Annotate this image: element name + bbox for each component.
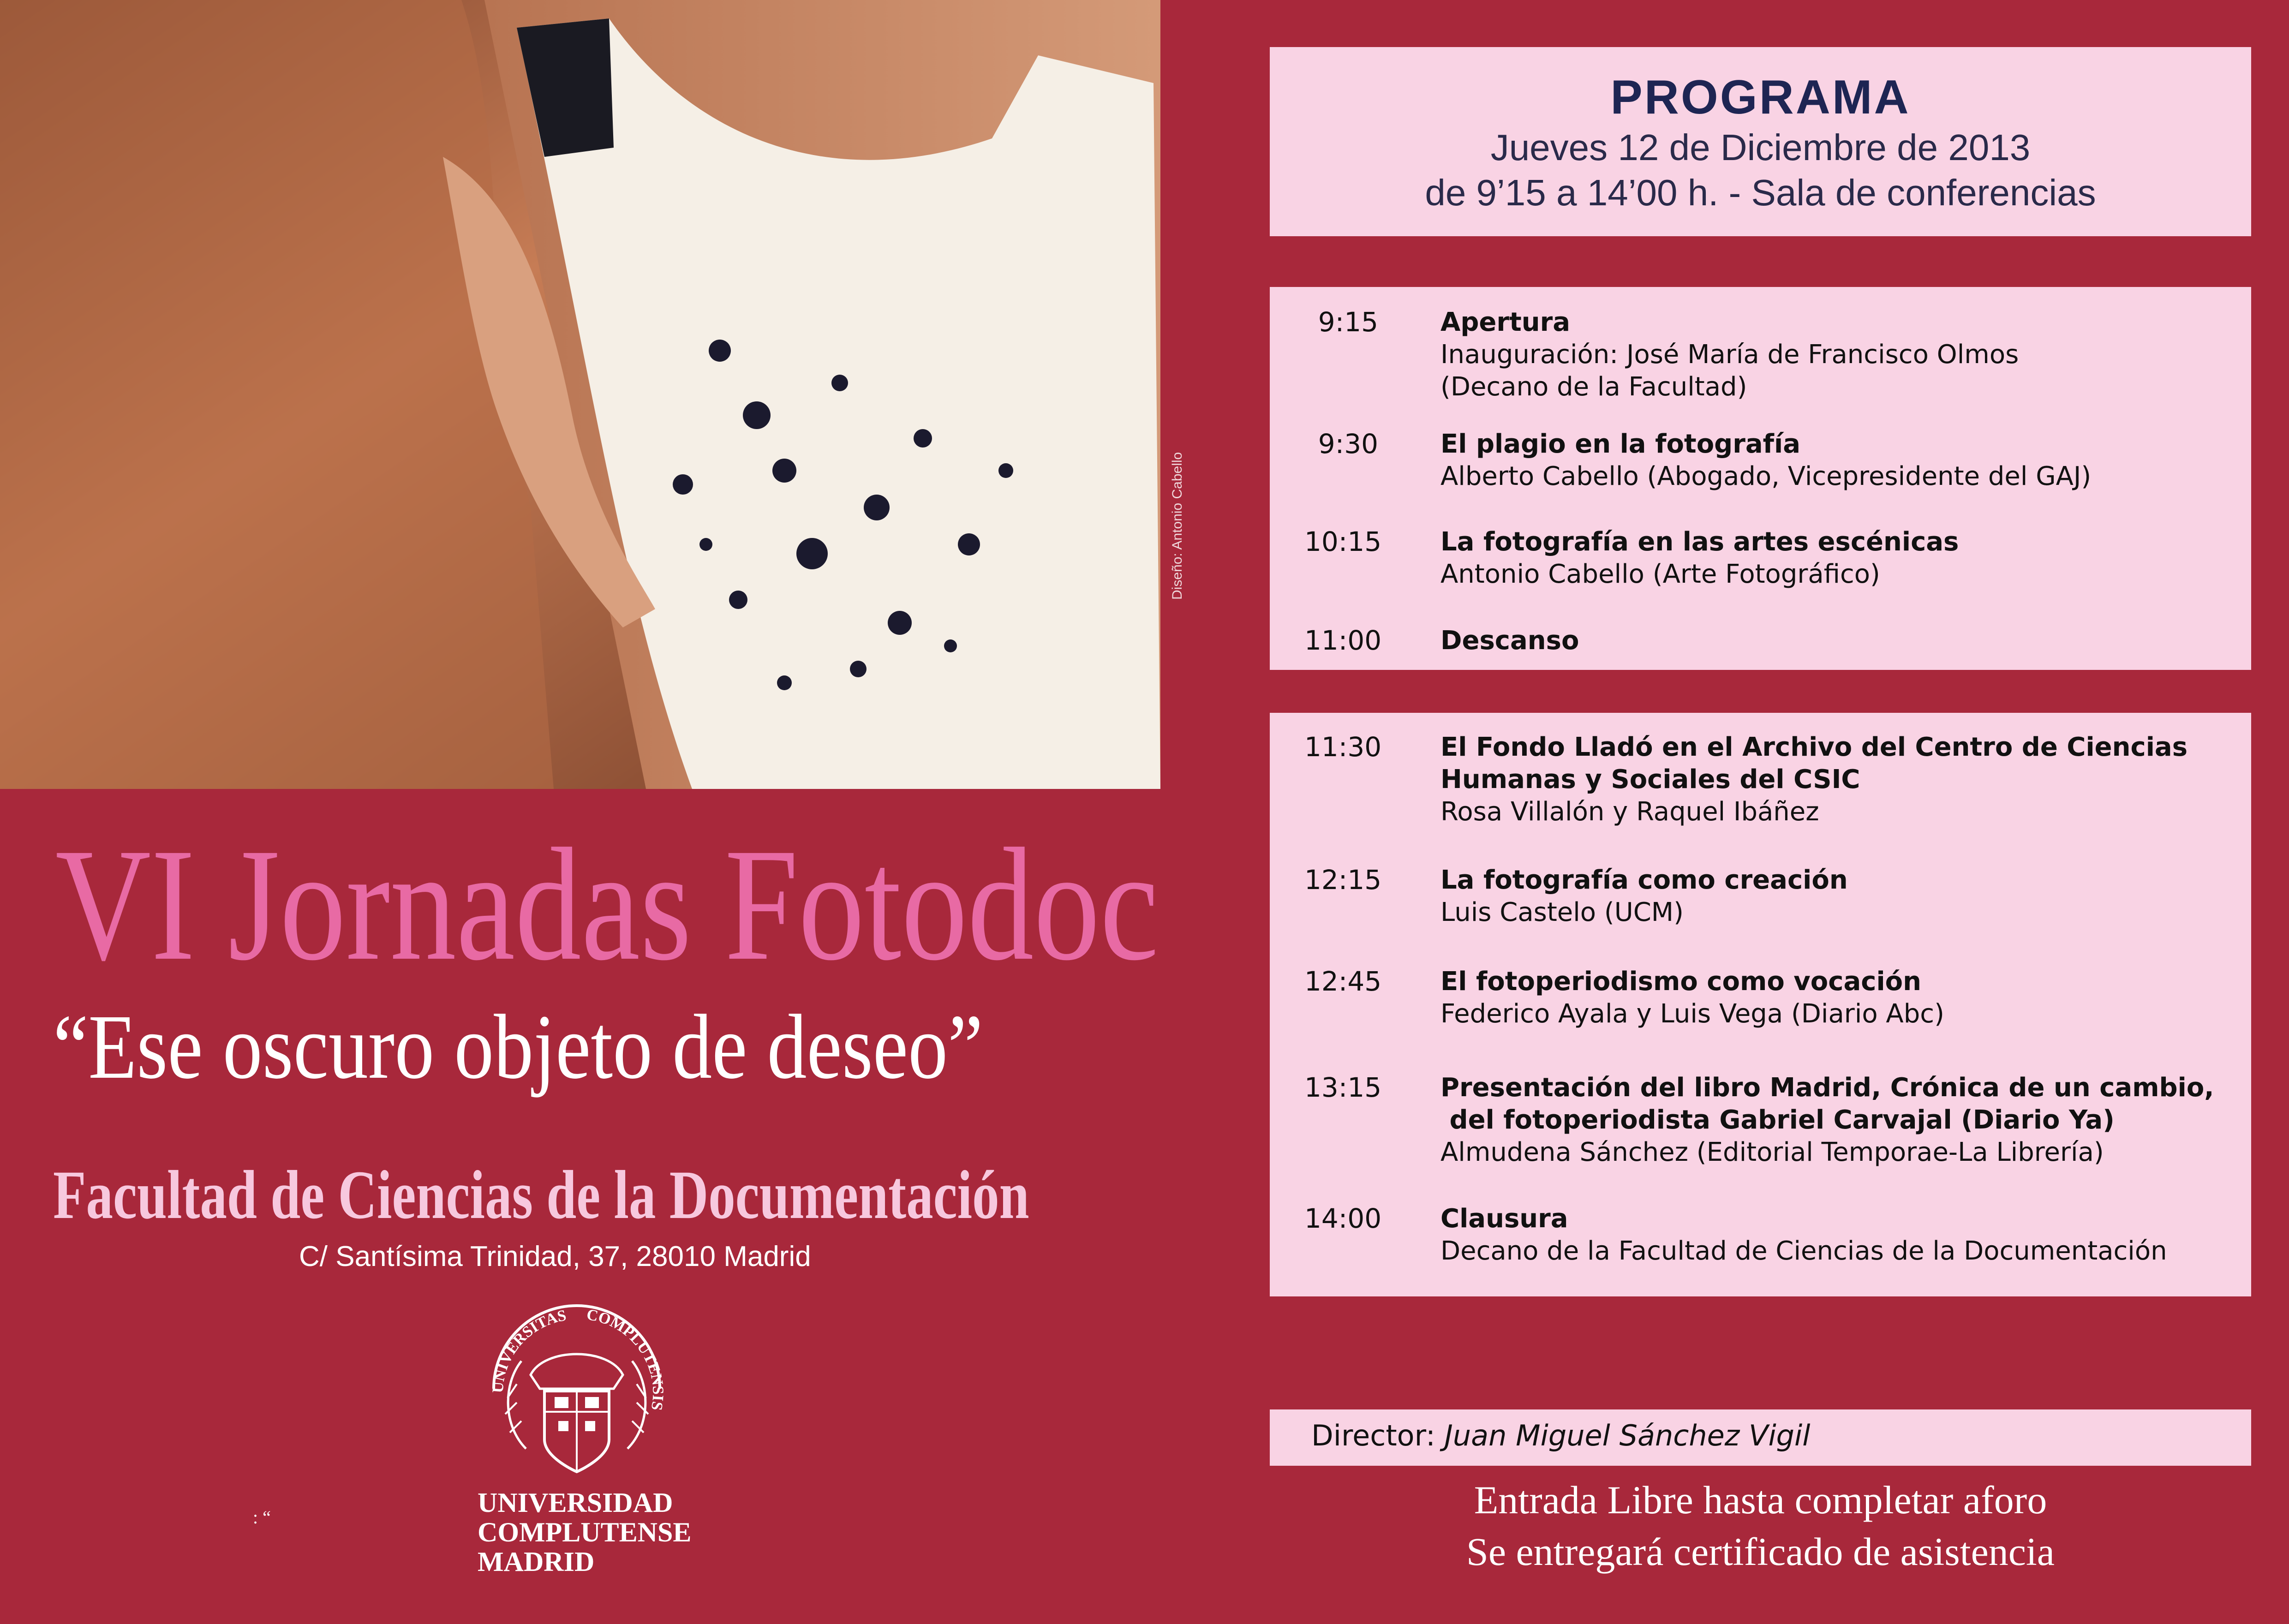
schedule-title: La fotografía en las artes escénicas	[1440, 527, 1959, 557]
schedule-panel-morning	[1270, 287, 2251, 670]
schedule-detail: Luis Castelo (UCM)	[1440, 897, 1684, 927]
event-title: VI Jornadas Fotodoc	[55, 815, 1159, 994]
university-seal-icon	[475, 1292, 678, 1486]
program-date: Jueves 12 de Diciembre de 2013	[1490, 127, 2031, 168]
schedule-title-cont: Humanas y Sociales del CSIC	[1440, 764, 1860, 794]
schedule-time: 13:15	[1304, 1072, 1382, 1103]
schedule-title: El fotoperiodismo como vocación	[1440, 967, 1921, 997]
schedule-detail: Decano de la Facultad de Ciencias de la Documentación	[1440, 1236, 2167, 1266]
stray-mark: : “	[253, 1507, 271, 1528]
director-label: Director:	[1311, 1419, 1435, 1452]
schedule-title: Presentación del libro Madrid, Crónica de un cambio,	[1440, 1073, 2214, 1103]
schedule-detail: Alberto Cabello (Abogado, Vicepresidente del GAJ)	[1440, 461, 2092, 491]
schedule-detail: Federico Ayala y Luis Vega (Diario Abc)	[1440, 999, 1944, 1029]
schedule-title: Clausura	[1440, 1204, 1568, 1234]
university-name-line3: MADRID	[478, 1546, 595, 1577]
schedule-detail: Almudena Sánchez (Editorial Temporae-La Librería)	[1440, 1137, 2104, 1167]
schedule-title: El plagio en la fotografía	[1440, 429, 1801, 459]
schedule-detail: (Decano de la Facultad)	[1440, 372, 1747, 402]
schedule-title: Descanso	[1440, 626, 1579, 656]
venue-address: C/ Santísima Trinidad, 37, 28010 Madrid	[299, 1241, 811, 1272]
footer-certificate-note: Se entregará certificado de asistencia	[1466, 1529, 2055, 1574]
footer-entry-note: Entrada Libre hasta completar aforo	[1474, 1478, 2047, 1522]
schedule-time: 11:30	[1304, 731, 1382, 763]
program-header-panel	[1270, 47, 2251, 236]
program-heading: PROGRAMA	[1610, 71, 1911, 124]
schedule-detail: Inauguración: José María de Francisco Olmos	[1440, 340, 2019, 370]
schedule-title: El Fondo Lladó en el Archivo del Centro de Ciencias	[1440, 732, 2188, 762]
program-time-place: de 9’15 a 14’00 h. - Sala de conferencias	[1425, 172, 2096, 213]
faculty-name: Facultad de Ciencias de la Documentación	[53, 1157, 1029, 1233]
schedule-time: 9:15	[1318, 306, 1378, 338]
director-name: Juan Miguel Sánchez Vigil	[1444, 1419, 1811, 1452]
schedule-detail: Rosa Villalón y Raquel Ibáñez	[1440, 797, 1819, 827]
university-name-line2: COMPLUTENSE	[478, 1517, 692, 1547]
university-name-line1: UNIVERSIDAD	[478, 1487, 673, 1518]
schedule-time: 9:30	[1318, 428, 1378, 460]
director-panel	[1270, 1409, 2251, 1466]
schedule-title: La fotografía como creación	[1440, 865, 1848, 895]
director-line	[1311, 1419, 1810, 1452]
cover-photo	[0, 0, 1160, 789]
seal-text-left: UNIVERSITAS	[489, 1307, 568, 1394]
schedule-title-cont: del fotoperiodista Gabriel Carvajal (Diario Ya)	[1440, 1105, 2115, 1135]
schedule-time: 11:00	[1304, 625, 1382, 656]
footer-notes	[1270, 1474, 2251, 1577]
schedule-panel-afternoon	[1270, 713, 2251, 1296]
photo-credit: Diseño: Antonio Cabello	[1170, 452, 1185, 600]
university-name	[478, 1488, 691, 1576]
seal-text-right: COMPLUTENSIS	[585, 1306, 667, 1412]
schedule-time: 14:00	[1304, 1203, 1382, 1234]
schedule-time: 10:15	[1304, 526, 1382, 557]
schedule-detail: Antonio Cabello (Arte Fotográfico)	[1440, 559, 1880, 589]
schedule-time: 12:45	[1304, 966, 1382, 997]
schedule-title: Apertura	[1440, 307, 1571, 337]
event-subtitle: “Ese oscuro objeto de deseo”	[53, 996, 983, 1098]
schedule-time: 12:15	[1304, 864, 1382, 896]
svg-text:COMPLUTENSIS	[586, 1306, 667, 1412]
cover-photo-art	[0, 0, 1160, 789]
